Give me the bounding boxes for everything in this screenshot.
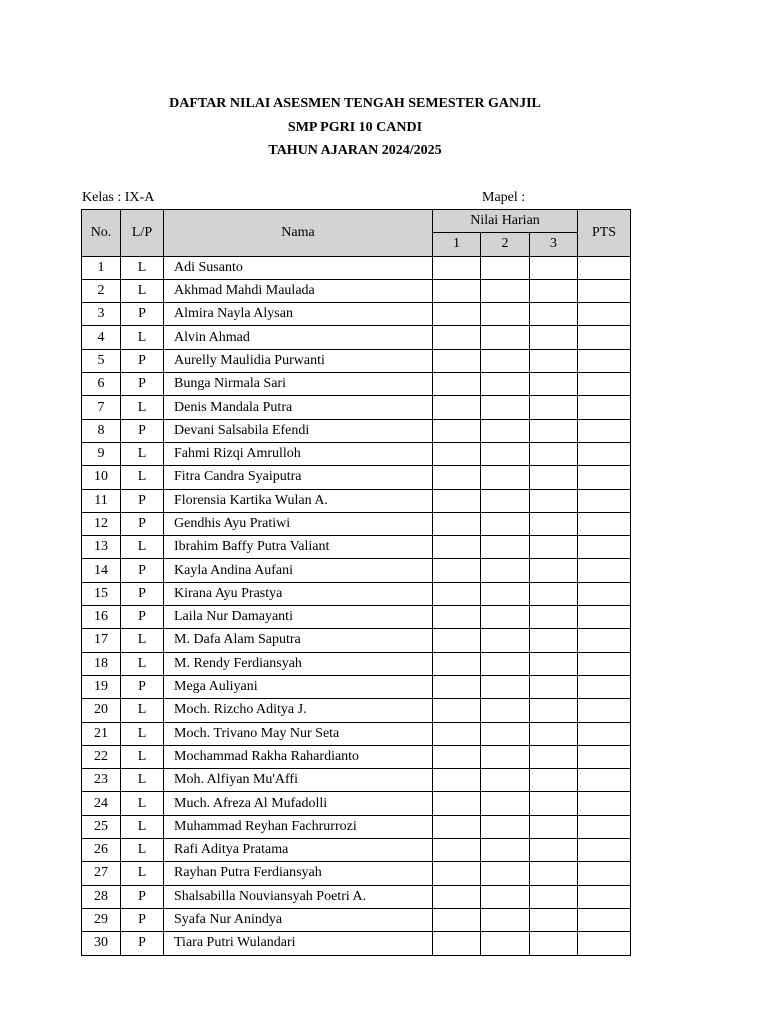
score-cell-1[interactable] bbox=[433, 559, 481, 582]
header-name: Nama bbox=[164, 210, 433, 257]
row-number: 28 bbox=[82, 885, 121, 908]
row-number: 5 bbox=[82, 349, 121, 372]
row-number: 9 bbox=[82, 442, 121, 465]
score-cell-1[interactable] bbox=[433, 349, 481, 372]
row-number: 23 bbox=[82, 769, 121, 792]
score-cell-1[interactable] bbox=[433, 326, 481, 349]
row-name: Almira Nayla Alysan bbox=[164, 303, 433, 326]
score-cell-2[interactable] bbox=[481, 466, 530, 489]
row-number: 8 bbox=[82, 419, 121, 442]
row-name: Bunga Nirmala Sari bbox=[164, 373, 433, 396]
score-cell-1[interactable] bbox=[433, 536, 481, 559]
table-row bbox=[82, 396, 631, 419]
row-number: 17 bbox=[82, 629, 121, 652]
score-cell-1[interactable] bbox=[433, 699, 481, 722]
table-row bbox=[82, 373, 631, 396]
table-row bbox=[82, 908, 631, 931]
score-cell-1[interactable] bbox=[433, 745, 481, 768]
row-name: Kirana Ayu Prastya bbox=[164, 582, 433, 605]
score-cell-2[interactable] bbox=[481, 722, 530, 745]
row-number: 20 bbox=[82, 699, 121, 722]
score-cell-1[interactable] bbox=[433, 396, 481, 419]
row-gender: P bbox=[121, 489, 164, 512]
row-name: Fitra Candra Syaiputra bbox=[164, 466, 433, 489]
row-gender: L bbox=[121, 652, 164, 675]
pts-cell[interactable] bbox=[578, 862, 631, 885]
score-cell-2[interactable] bbox=[481, 862, 530, 885]
score-cell-3[interactable] bbox=[530, 675, 578, 698]
table-row bbox=[82, 862, 631, 885]
row-number: 16 bbox=[82, 606, 121, 629]
row-number: 2 bbox=[82, 279, 121, 302]
score-cell-2[interactable] bbox=[481, 279, 530, 302]
row-name: Shalsabilla Nouviansyah Poetri A. bbox=[164, 885, 433, 908]
row-gender: L bbox=[121, 722, 164, 745]
row-gender: L bbox=[121, 862, 164, 885]
grades-table bbox=[81, 209, 631, 956]
table-row bbox=[82, 769, 631, 792]
pts-cell[interactable] bbox=[578, 536, 631, 559]
row-name: M. Dafa Alam Saputra bbox=[164, 629, 433, 652]
table-row bbox=[82, 536, 631, 559]
score-cell-2[interactable] bbox=[481, 932, 530, 955]
score-cell-2[interactable] bbox=[481, 349, 530, 372]
score-cell-2[interactable] bbox=[481, 559, 530, 582]
score-cell-3[interactable] bbox=[530, 722, 578, 745]
row-number: 7 bbox=[82, 396, 121, 419]
score-cell-1[interactable] bbox=[433, 908, 481, 931]
score-cell-1[interactable] bbox=[433, 675, 481, 698]
pts-cell[interactable] bbox=[578, 419, 631, 442]
row-name: Aurelly Maulidia Purwanti bbox=[164, 349, 433, 372]
score-cell-3[interactable] bbox=[530, 769, 578, 792]
row-gender: P bbox=[121, 582, 164, 605]
score-cell-1[interactable] bbox=[433, 722, 481, 745]
table-row bbox=[82, 815, 631, 838]
score-cell-1[interactable] bbox=[433, 442, 481, 465]
table-row bbox=[82, 629, 631, 652]
pts-cell[interactable] bbox=[578, 675, 631, 698]
row-number: 3 bbox=[82, 303, 121, 326]
header-daily-score-1: 1 bbox=[433, 233, 481, 256]
pts-cell[interactable] bbox=[578, 373, 631, 396]
row-number: 29 bbox=[82, 908, 121, 931]
table-row bbox=[82, 512, 631, 535]
row-name: Mochammad Rakha Rahardianto bbox=[164, 745, 433, 768]
pts-cell[interactable] bbox=[578, 885, 631, 908]
score-cell-2[interactable] bbox=[481, 908, 530, 931]
row-number: 10 bbox=[82, 466, 121, 489]
table-row bbox=[82, 559, 631, 582]
pts-cell[interactable] bbox=[578, 559, 631, 582]
score-cell-2[interactable] bbox=[481, 606, 530, 629]
row-gender: P bbox=[121, 885, 164, 908]
pts-cell[interactable] bbox=[578, 349, 631, 372]
row-name: Rayhan Putra Ferdiansyah bbox=[164, 862, 433, 885]
row-gender: L bbox=[121, 536, 164, 559]
row-number: 24 bbox=[82, 792, 121, 815]
score-cell-3[interactable] bbox=[530, 582, 578, 605]
row-number: 25 bbox=[82, 815, 121, 838]
score-cell-3[interactable] bbox=[530, 303, 578, 326]
row-name: Tiara Putri Wulandari bbox=[164, 932, 433, 955]
pts-cell[interactable] bbox=[578, 908, 631, 931]
table-row bbox=[82, 466, 631, 489]
pts-cell[interactable] bbox=[578, 582, 631, 605]
score-cell-3[interactable] bbox=[530, 466, 578, 489]
pts-cell[interactable] bbox=[578, 769, 631, 792]
score-cell-1[interactable] bbox=[433, 815, 481, 838]
row-gender: L bbox=[121, 699, 164, 722]
score-cell-3[interactable] bbox=[530, 885, 578, 908]
row-gender: P bbox=[121, 349, 164, 372]
score-cell-1[interactable] bbox=[433, 839, 481, 862]
row-gender: L bbox=[121, 745, 164, 768]
row-name: Alvin Ahmad bbox=[164, 326, 433, 349]
row-gender: L bbox=[121, 792, 164, 815]
score-cell-2[interactable] bbox=[481, 303, 530, 326]
row-number: 18 bbox=[82, 652, 121, 675]
score-cell-2[interactable] bbox=[481, 536, 530, 559]
table-header bbox=[82, 210, 631, 257]
row-gender: L bbox=[121, 279, 164, 302]
row-gender: P bbox=[121, 932, 164, 955]
row-name: Florensia Kartika Wulan A. bbox=[164, 489, 433, 512]
header-daily-score: Nilai Harian bbox=[433, 210, 578, 233]
table-row bbox=[82, 582, 631, 605]
score-cell-3[interactable] bbox=[530, 256, 578, 279]
score-cell-1[interactable] bbox=[433, 769, 481, 792]
row-gender: L bbox=[121, 629, 164, 652]
header-gender: L/P bbox=[121, 210, 164, 257]
pts-cell[interactable] bbox=[578, 652, 631, 675]
row-name: Adi Susanto bbox=[164, 256, 433, 279]
pts-cell[interactable] bbox=[578, 396, 631, 419]
pts-cell[interactable] bbox=[578, 442, 631, 465]
score-cell-3[interactable] bbox=[530, 559, 578, 582]
score-cell-3[interactable] bbox=[530, 699, 578, 722]
row-gender: L bbox=[121, 466, 164, 489]
score-cell-2[interactable] bbox=[481, 396, 530, 419]
score-cell-3[interactable] bbox=[530, 792, 578, 815]
pts-cell[interactable] bbox=[578, 815, 631, 838]
row-name: Moch. Trivano May Nur Seta bbox=[164, 722, 433, 745]
score-cell-2[interactable] bbox=[481, 675, 530, 698]
pts-cell[interactable] bbox=[578, 326, 631, 349]
pts-cell[interactable] bbox=[578, 489, 631, 512]
score-cell-3[interactable] bbox=[530, 326, 578, 349]
score-cell-2[interactable] bbox=[481, 629, 530, 652]
score-cell-1[interactable] bbox=[433, 792, 481, 815]
table-row bbox=[82, 792, 631, 815]
school-name: SMP PGRI 10 CANDI bbox=[287, 120, 423, 135]
score-cell-2[interactable] bbox=[481, 839, 530, 862]
row-name: M. Rendy Ferdiansyah bbox=[164, 652, 433, 675]
table-row bbox=[82, 932, 631, 955]
pts-cell[interactable] bbox=[578, 932, 631, 955]
document-title: DAFTAR NILAI ASESMEN TENGAH SEMESTER GANJIL bbox=[169, 96, 541, 111]
row-name: Ibrahim Baffy Putra Valiant bbox=[164, 536, 433, 559]
row-name: Fahmi Rizqi Amrulloh bbox=[164, 442, 433, 465]
score-cell-1[interactable] bbox=[433, 885, 481, 908]
table-row bbox=[82, 349, 631, 372]
score-cell-3[interactable] bbox=[530, 419, 578, 442]
row-number: 13 bbox=[82, 536, 121, 559]
score-cell-3[interactable] bbox=[530, 652, 578, 675]
score-cell-3[interactable] bbox=[530, 279, 578, 302]
score-cell-2[interactable] bbox=[481, 419, 530, 442]
row-name: Muhammad Reyhan Fachrurrozi bbox=[164, 815, 433, 838]
row-number: 11 bbox=[82, 489, 121, 512]
row-number: 14 bbox=[82, 559, 121, 582]
row-gender: L bbox=[121, 326, 164, 349]
row-number: 15 bbox=[82, 582, 121, 605]
pts-cell[interactable] bbox=[578, 303, 631, 326]
table-row bbox=[82, 256, 631, 279]
score-cell-3[interactable] bbox=[530, 745, 578, 768]
header-daily-score-3: 3 bbox=[530, 233, 578, 256]
pts-cell[interactable] bbox=[578, 745, 631, 768]
header-pts: PTS bbox=[578, 210, 631, 257]
row-gender: P bbox=[121, 512, 164, 535]
row-name: Much. Afreza Al Mufadolli bbox=[164, 792, 433, 815]
row-name: Akhmad Mahdi Maulada bbox=[164, 279, 433, 302]
score-cell-3[interactable] bbox=[530, 815, 578, 838]
score-cell-1[interactable] bbox=[433, 256, 481, 279]
table-row bbox=[82, 745, 631, 768]
row-gender: P bbox=[121, 303, 164, 326]
row-number: 4 bbox=[82, 326, 121, 349]
row-number: 19 bbox=[82, 675, 121, 698]
row-name: Rafi Aditya Pratama bbox=[164, 839, 433, 862]
score-cell-3[interactable] bbox=[530, 839, 578, 862]
score-cell-2[interactable] bbox=[481, 745, 530, 768]
pts-cell[interactable] bbox=[578, 606, 631, 629]
score-cell-3[interactable] bbox=[530, 396, 578, 419]
table-row bbox=[82, 442, 631, 465]
score-cell-3[interactable] bbox=[530, 536, 578, 559]
row-name: Devani Salsabila Efendi bbox=[164, 419, 433, 442]
row-gender: P bbox=[121, 606, 164, 629]
row-gender: L bbox=[121, 839, 164, 862]
row-gender: L bbox=[121, 396, 164, 419]
row-name: Moh. Alfiyan Mu'Affi bbox=[164, 769, 433, 792]
score-cell-3[interactable] bbox=[530, 629, 578, 652]
score-cell-1[interactable] bbox=[433, 419, 481, 442]
score-cell-1[interactable] bbox=[433, 303, 481, 326]
score-cell-2[interactable] bbox=[481, 815, 530, 838]
score-cell-1[interactable] bbox=[433, 466, 481, 489]
table-row bbox=[82, 652, 631, 675]
score-cell-1[interactable] bbox=[433, 606, 481, 629]
score-cell-3[interactable] bbox=[530, 489, 578, 512]
row-gender: P bbox=[121, 559, 164, 582]
score-cell-2[interactable] bbox=[481, 326, 530, 349]
score-cell-1[interactable] bbox=[433, 629, 481, 652]
score-cell-2[interactable] bbox=[481, 652, 530, 675]
pts-cell[interactable] bbox=[578, 839, 631, 862]
row-gender: P bbox=[121, 675, 164, 698]
table-row bbox=[82, 675, 631, 698]
row-name: Laila Nur Damayanti bbox=[164, 606, 433, 629]
score-cell-1[interactable] bbox=[433, 932, 481, 955]
row-gender: P bbox=[121, 373, 164, 396]
row-name: Gendhis Ayu Pratiwi bbox=[164, 512, 433, 535]
table-row bbox=[82, 326, 631, 349]
row-gender: P bbox=[121, 419, 164, 442]
table-row bbox=[82, 489, 631, 512]
row-gender: L bbox=[121, 769, 164, 792]
academic-year: TAHUN AJARAN 2024/2025 bbox=[268, 143, 442, 158]
header-no: No. bbox=[82, 210, 121, 257]
row-name: Mega Auliyani bbox=[164, 675, 433, 698]
score-cell-3[interactable] bbox=[530, 606, 578, 629]
row-name: Syafa Nur Anindya bbox=[164, 908, 433, 931]
table-row bbox=[82, 722, 631, 745]
score-cell-2[interactable] bbox=[481, 373, 530, 396]
score-cell-2[interactable] bbox=[481, 885, 530, 908]
row-gender: L bbox=[121, 442, 164, 465]
score-cell-1[interactable] bbox=[433, 512, 481, 535]
score-cell-2[interactable] bbox=[481, 792, 530, 815]
table-row bbox=[82, 303, 631, 326]
row-name: Denis Mandala Putra bbox=[164, 396, 433, 419]
row-gender: L bbox=[121, 815, 164, 838]
table-row bbox=[82, 606, 631, 629]
score-cell-1[interactable] bbox=[433, 862, 481, 885]
score-cell-3[interactable] bbox=[530, 512, 578, 535]
row-number: 27 bbox=[82, 862, 121, 885]
subject-label: Mapel : bbox=[482, 190, 526, 205]
table-row bbox=[82, 699, 631, 722]
score-cell-1[interactable] bbox=[433, 279, 481, 302]
score-cell-2[interactable] bbox=[481, 512, 530, 535]
pts-cell[interactable] bbox=[578, 722, 631, 745]
header-daily-score-2: 2 bbox=[481, 233, 530, 256]
row-number: 12 bbox=[82, 512, 121, 535]
score-cell-1[interactable] bbox=[433, 373, 481, 396]
row-number: 22 bbox=[82, 745, 121, 768]
row-name: Kayla Andina Aufani bbox=[164, 559, 433, 582]
table-row bbox=[82, 279, 631, 302]
row-number: 1 bbox=[82, 256, 121, 279]
row-number: 6 bbox=[82, 373, 121, 396]
score-cell-2[interactable] bbox=[481, 769, 530, 792]
row-number: 26 bbox=[82, 839, 121, 862]
pts-cell[interactable] bbox=[578, 792, 631, 815]
table-row bbox=[82, 839, 631, 862]
score-cell-2[interactable] bbox=[481, 442, 530, 465]
pts-cell[interactable] bbox=[578, 512, 631, 535]
score-cell-2[interactable] bbox=[481, 699, 530, 722]
row-gender: L bbox=[121, 256, 164, 279]
score-cell-1[interactable] bbox=[433, 652, 481, 675]
pts-cell[interactable] bbox=[578, 256, 631, 279]
table-row bbox=[82, 885, 631, 908]
class-label: Kelas : IX-A bbox=[82, 190, 155, 205]
pts-cell[interactable] bbox=[578, 279, 631, 302]
table-row bbox=[82, 419, 631, 442]
score-cell-3[interactable] bbox=[530, 373, 578, 396]
pts-cell[interactable] bbox=[578, 699, 631, 722]
score-cell-3[interactable] bbox=[530, 932, 578, 955]
row-name: Moch. Rizcho Aditya J. bbox=[164, 699, 433, 722]
score-cell-2[interactable] bbox=[481, 582, 530, 605]
score-cell-3[interactable] bbox=[530, 908, 578, 931]
table-body bbox=[82, 256, 631, 955]
score-cell-2[interactable] bbox=[481, 256, 530, 279]
score-cell-3[interactable] bbox=[530, 862, 578, 885]
row-number: 21 bbox=[82, 722, 121, 745]
score-cell-2[interactable] bbox=[481, 489, 530, 512]
pts-cell[interactable] bbox=[578, 629, 631, 652]
pts-cell[interactable] bbox=[578, 466, 631, 489]
score-cell-3[interactable] bbox=[530, 349, 578, 372]
score-cell-1[interactable] bbox=[433, 582, 481, 605]
row-gender: P bbox=[121, 908, 164, 931]
row-number: 30 bbox=[82, 932, 121, 955]
score-cell-3[interactable] bbox=[530, 442, 578, 465]
score-cell-1[interactable] bbox=[433, 489, 481, 512]
